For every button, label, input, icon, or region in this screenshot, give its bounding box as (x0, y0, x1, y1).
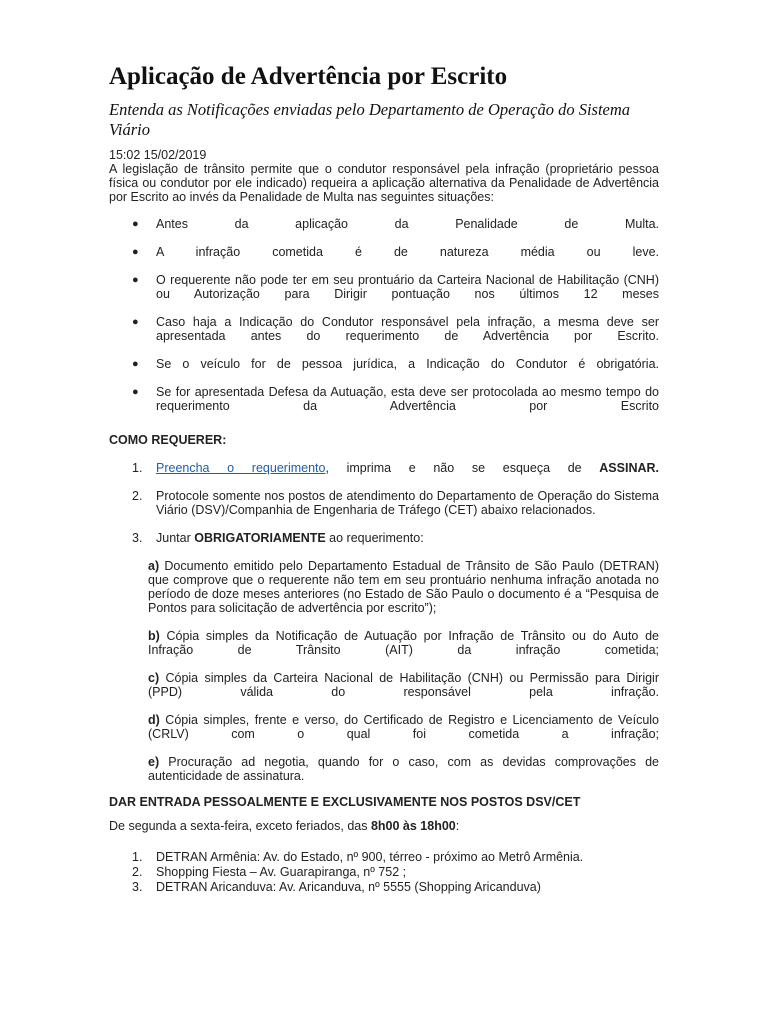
document-label: a) (148, 559, 160, 573)
page-subtitle: Entenda as Notificações enviadas pelo Departamento de Operação do Sistema Viário (109, 100, 631, 139)
step-item (109, 489, 659, 517)
step-text: ao requerimento: (325, 531, 424, 545)
post-text: Shopping Fiesta – Av. Guarapiranga, nº 752 ; (156, 865, 407, 879)
bullet-icon: ● (132, 358, 139, 370)
timestamp: 15:02 15/02/2019 (109, 148, 207, 162)
step-number: 3. (132, 531, 143, 545)
document-text: Cópia simples, frente e verso, do Certificado de Registro e Licenciamento de Veículo (CRLV) com o qual foi cometida a infração; (148, 713, 659, 741)
list-item-text: Caso haja a Indicação do Condutor responsável pela infração, a mesma deve ser apresentada antes do requerimento de Advertência por Escrito. (156, 315, 659, 343)
page-title: Aplicação de Advertência por Escrito (109, 63, 508, 90)
bullet-icon: ● (132, 274, 139, 286)
bullet-icon: ● (132, 218, 139, 230)
step-number: 1. (132, 461, 143, 475)
document-label: e) (148, 755, 160, 769)
step-number: 2. (132, 489, 143, 503)
list-item-text: Se o veículo for de pessoa jurídica, a Indicação do Condutor é obrigatória. (156, 357, 659, 371)
intro-paragraph: A legislação de trânsito permite que o condutor responsável pela infração (proprietário pessoa física ou condutor por ele indicado) requeira a aplicação alternativa da Penalidade de Advertência por Escrito ao invés da Penalidade de Multa nas seguintes situações: (109, 162, 659, 204)
article (109, 62, 659, 895)
bullet-icon: ● (132, 246, 139, 258)
list-item (109, 217, 659, 231)
list-item (109, 865, 659, 880)
list-item (109, 245, 659, 259)
list-item (109, 357, 659, 371)
document-item (148, 559, 659, 615)
document-label: b) (148, 629, 160, 643)
schedule-hours: 8h00 às 18h00 (370, 819, 456, 833)
document-text: Procuração ad negotia, quando for o caso, com as devidas comprovações de autenticidade de assinatura. (148, 755, 659, 783)
step-text: , imprima e não se esqueça de (325, 461, 600, 475)
post-number: 2. (132, 865, 143, 879)
document-item (148, 629, 659, 657)
step-item (109, 461, 659, 475)
step-item (109, 531, 659, 545)
bullet-icon: ● (132, 386, 139, 398)
posts-heading: DAR ENTRADA PESSOALMENTE E EXCLUSIVAMENTE NOS POSTOS DSV/CET (109, 795, 581, 809)
schedule-text (109, 819, 659, 833)
schedule-prefix: De segunda a sexta-feira, exceto feriados, das (109, 819, 371, 833)
list-item (109, 385, 659, 413)
step-text: Protocole somente nos postos de atendimento do Departamento de Operação do Sistema Viário (DSV)/Companhia de Engenharia de Tráfego (CET) abaixo relacionados. (156, 489, 659, 517)
list-item-text: Antes da aplicação da Penalidade de Multa. (156, 217, 659, 231)
situations-list (109, 217, 659, 413)
steps-list (109, 461, 659, 545)
list-item (109, 880, 659, 895)
document-text: Documento emitido pelo Departamento Estadual de Trânsito de São Paulo (DETRAN) que comprove que o requerente não tem em seu prontuário nenhuma infração anotada no período de doze meses anteriores (no Estado de São Paulo o documento é a “Pesquisa de Pontos para solicitação de advertência por escrito”); (148, 559, 659, 615)
list-item (109, 850, 659, 865)
list-item-text: O requerente não pode ter em seu prontuário da Carteira Nacional de Habilitação (CNH) ou Autorização para Dirigir pontuação nos últimos 12 meses (156, 273, 659, 301)
bullet-icon: ● (132, 316, 139, 328)
document-label: d) (148, 713, 160, 727)
document-text: Cópia simples da Notificação de Autuação por Infração de Trânsito ou do Auto de Infração de Trânsito (AIT) da infração cometida; (148, 629, 659, 657)
step-emphasis: OBRIGATORIAMENTE (194, 531, 326, 545)
schedule-suffix: : (455, 819, 460, 833)
post-text: DETRAN Aricanduva: Av. Aricanduva, nº 5555 (Shopping Aricanduva) (156, 880, 541, 894)
document-item (148, 755, 659, 783)
document-item (148, 713, 659, 741)
step-emphasis: ASSINAR. (599, 461, 660, 475)
fill-form-link[interactable]: Preencha o requerimento (156, 461, 326, 475)
list-item-text: A infração cometida é de natureza média ou leve. (156, 245, 659, 259)
list-item-text: Se for apresentada Defesa da Autuação, esta deve ser protocolada ao mesmo tempo do requerimento da Advertência por Escrito (156, 385, 659, 413)
how-to-heading: COMO REQUERER: (109, 433, 227, 447)
post-number: 3. (132, 880, 143, 894)
posts-list (109, 850, 659, 895)
list-item (109, 315, 659, 343)
step-text: Juntar (156, 531, 195, 545)
list-item (109, 273, 659, 301)
post-number: 1. (132, 850, 143, 864)
required-documents (109, 559, 659, 783)
document-item (148, 671, 659, 699)
document-label: c) (148, 671, 160, 685)
post-text: DETRAN Armênia: Av. do Estado, nº 900, térreo - próximo ao Metrô Armênia. (156, 850, 584, 864)
document-text: Cópia simples da Carteira Nacional de Habilitação (CNH) ou Permissão para Dirigir (PPD) válida do responsável pela infração. (148, 671, 659, 699)
